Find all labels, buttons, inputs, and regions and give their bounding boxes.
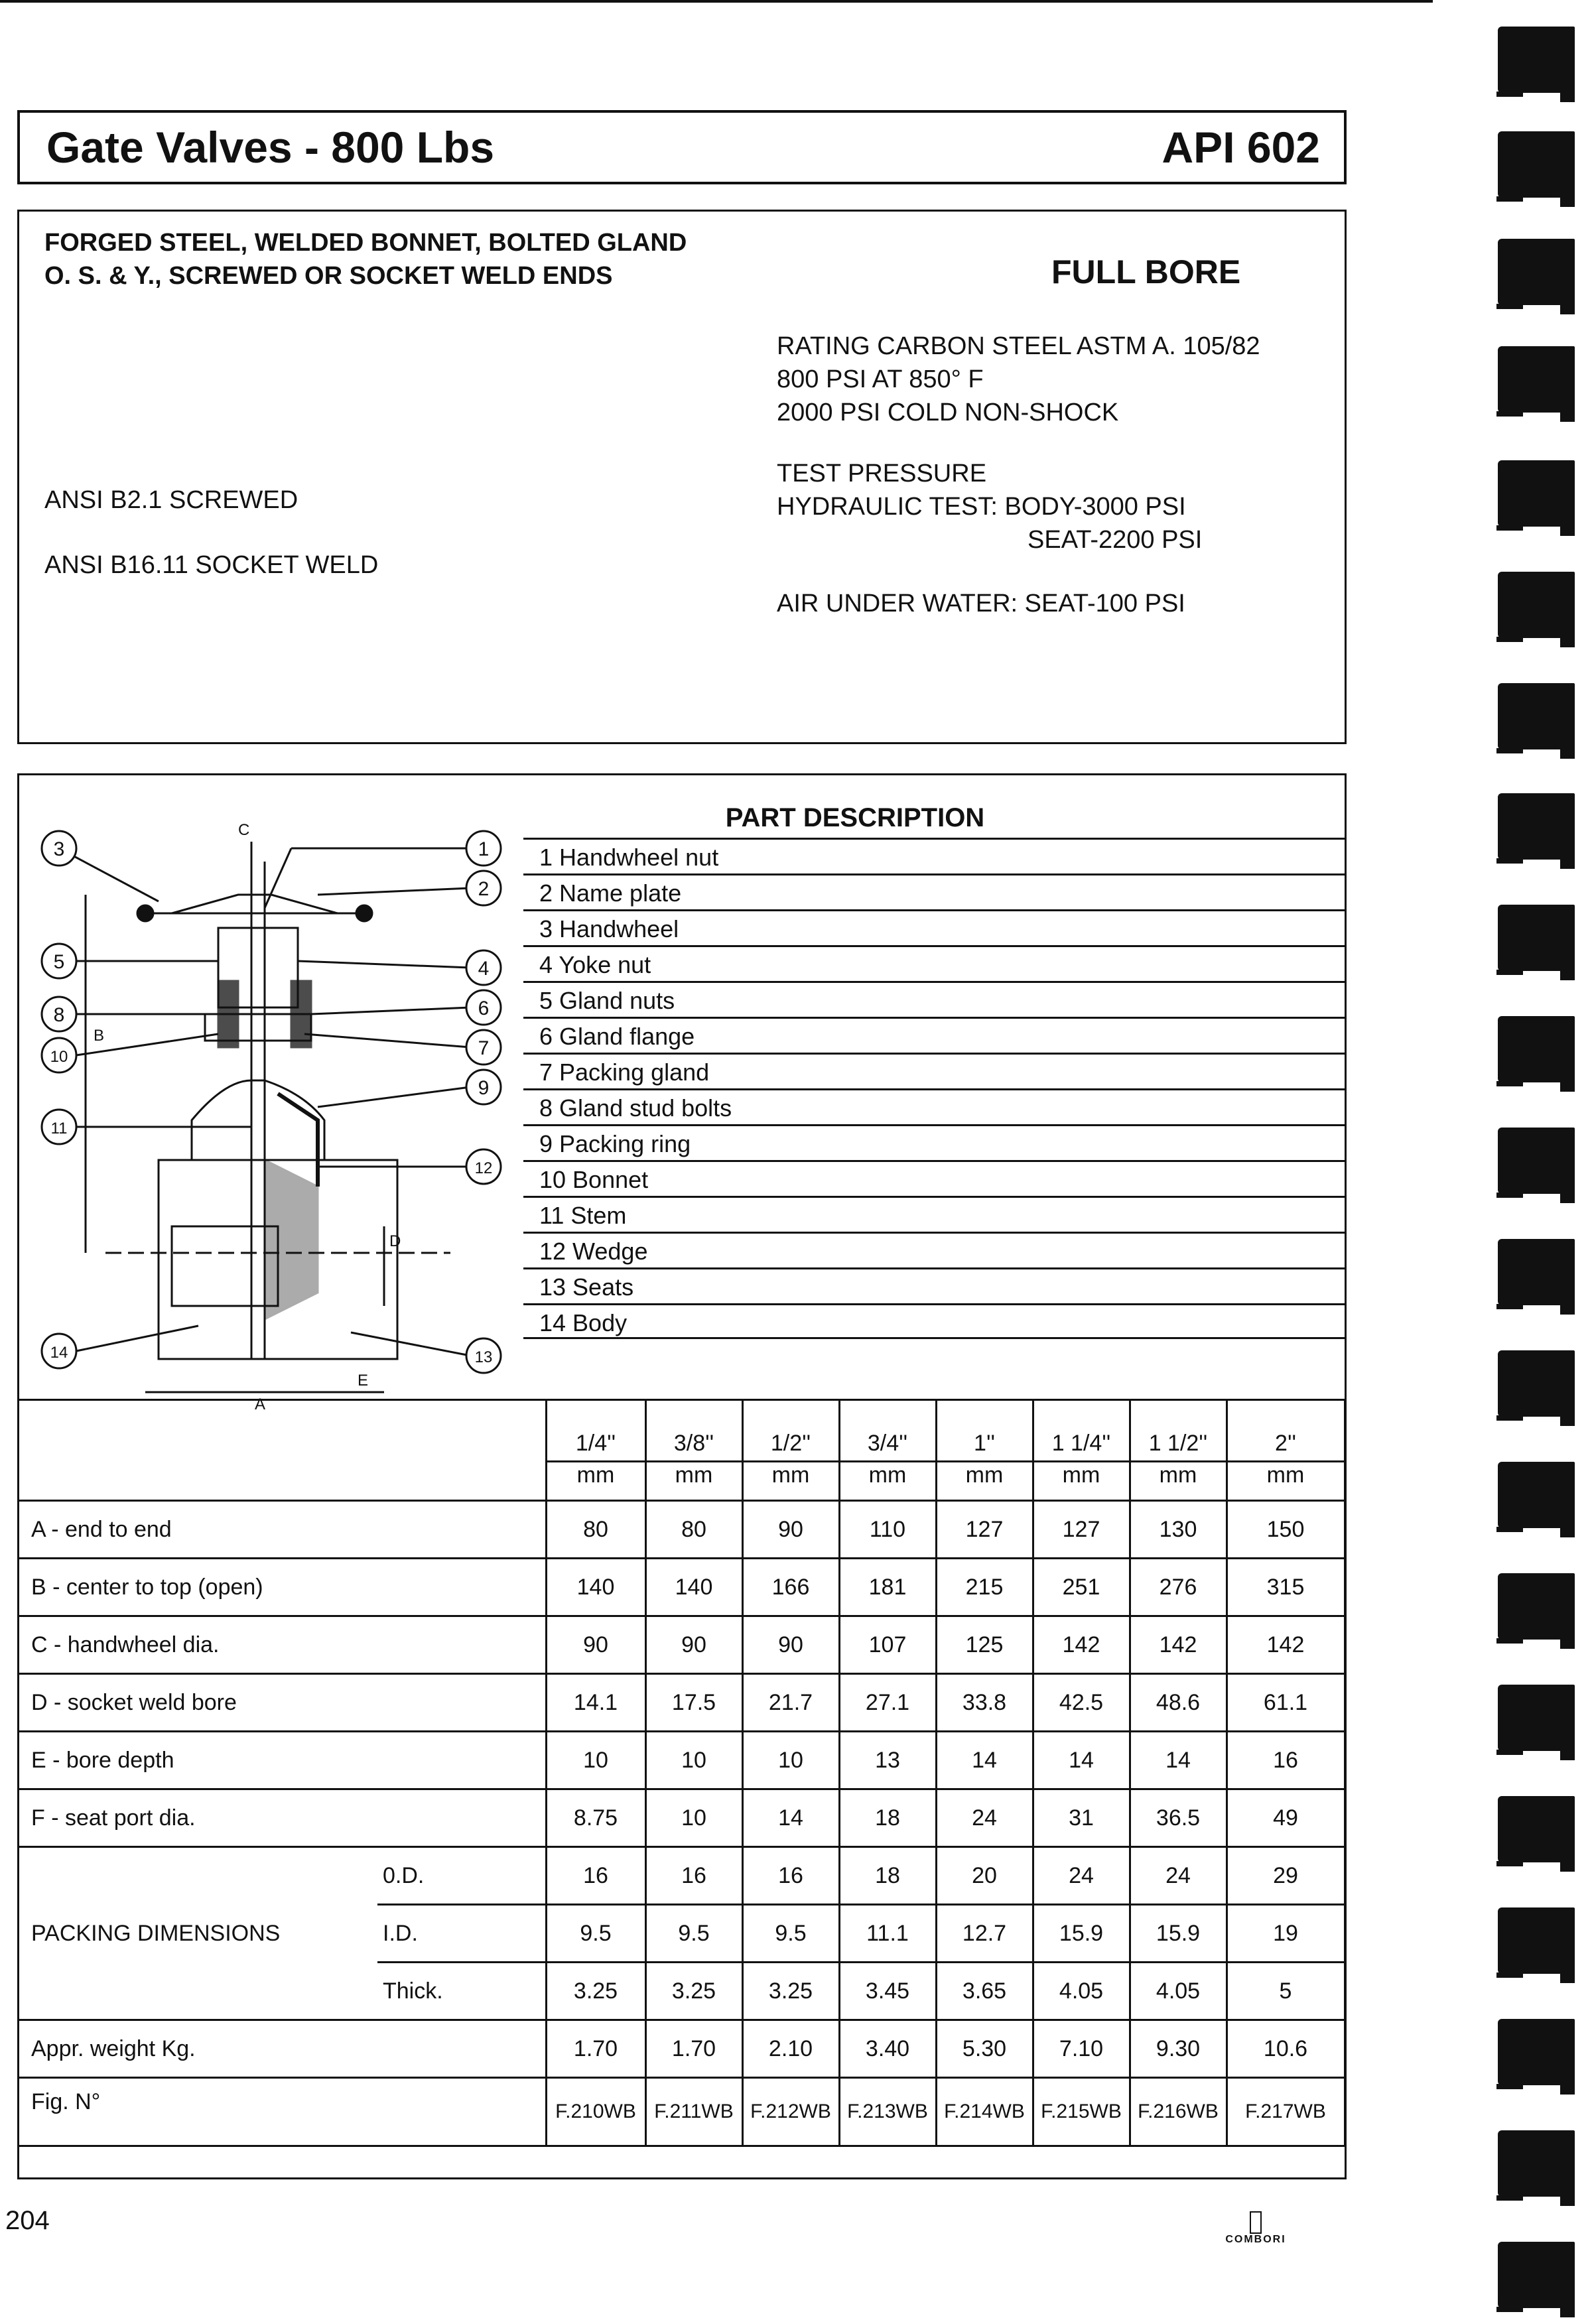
row-label: Thick. — [377, 1963, 546, 2020]
cell: 4.05 — [1130, 1963, 1227, 2020]
cell: 33.8 — [936, 1674, 1033, 1732]
cell: 90 — [742, 1616, 839, 1674]
cell: 16 — [645, 1847, 742, 1905]
test-pressure-title: TEST PRESSURE — [777, 460, 987, 487]
cell: 140 — [645, 1559, 742, 1616]
index-tab[interactable] — [1494, 2019, 1580, 2097]
logo-mark-icon — [1250, 2211, 1262, 2234]
callout-13: 13 — [474, 1348, 493, 1366]
cell: 10 — [645, 1732, 742, 1789]
cell: 142 — [1033, 1616, 1130, 1674]
callout-10: 10 — [50, 1048, 68, 1066]
spec-box — [17, 210, 1347, 744]
cell: 19 — [1227, 1905, 1345, 1963]
part-item: 7 Packing gland — [523, 1053, 1346, 1088]
cell: 24 — [1033, 1847, 1130, 1905]
part-item: 11 Stem — [523, 1196, 1346, 1232]
cell: 16 — [1227, 1732, 1345, 1789]
dimensions-table — [19, 1399, 1346, 2147]
index-tab[interactable] — [1494, 2130, 1580, 2209]
cell: 9.30 — [1130, 2020, 1227, 2078]
dim-letter-b: B — [94, 1027, 105, 1045]
cell: 3.25 — [645, 1963, 742, 2020]
cell: 15.9 — [1130, 1905, 1227, 1963]
callout-12: 12 — [474, 1159, 493, 1177]
cell: 130 — [1130, 1501, 1227, 1559]
cell: 4.05 — [1033, 1963, 1130, 2020]
index-tab[interactable] — [1494, 1907, 1580, 1986]
cell: 1.70 — [546, 2020, 645, 2078]
table-row — [19, 1789, 1345, 1847]
callout-14: 14 — [50, 1344, 68, 1362]
page-title: Gate Valves - 800 Lbs — [46, 123, 495, 172]
cell: 10.6 — [1227, 2020, 1345, 2078]
cell: 107 — [839, 1616, 936, 1674]
row-label: I.D. — [377, 1905, 546, 1963]
table-row — [19, 1616, 1345, 1674]
rating-line-3: 2000 PSI COLD NON-SHOCK — [777, 399, 1119, 426]
cell: 7.10 — [1033, 2020, 1130, 2078]
packing-label: PACKING DIMENSIONS — [19, 1847, 377, 2020]
cell: 3.40 — [839, 2020, 936, 2078]
valve-drawing — [39, 815, 523, 1478]
unit-header: mm — [936, 1462, 1033, 1501]
page-number: 204 — [5, 2206, 50, 2235]
callout-6: 6 — [478, 998, 490, 1019]
unit-header: mm — [645, 1462, 742, 1501]
cell: 142 — [1130, 1616, 1227, 1674]
cell: 13 — [839, 1732, 936, 1789]
cell: 17.5 — [645, 1674, 742, 1732]
cell: 150 — [1227, 1501, 1345, 1559]
cell: F.214WB — [936, 2078, 1033, 2146]
part-item: 14 Body — [523, 1303, 1346, 1339]
row-label: B - center to top (open) — [19, 1559, 546, 1616]
cell: 31 — [1033, 1789, 1130, 1847]
cell: 1.70 — [645, 2020, 742, 2078]
cell: 3.45 — [839, 1963, 936, 2020]
company-logo — [1213, 2211, 1299, 2246]
index-tab[interactable] — [1494, 1350, 1580, 1429]
logo-text: COMBORI — [1225, 2234, 1286, 2245]
description-line-1: FORGED STEEL, WELDED BONNET, BOLTED GLAND — [44, 229, 687, 257]
cell: F.216WB — [1130, 2078, 1227, 2146]
cell: F.217WB — [1227, 2078, 1345, 2146]
row-label: F - seat port dia. — [19, 1789, 546, 1847]
cell: 9.5 — [645, 1905, 742, 1963]
cell: 61.1 — [1227, 1674, 1345, 1732]
hydraulic-seat: SEAT-2200 PSI — [1028, 526, 1203, 554]
callout-1: 1 — [478, 838, 490, 860]
page-header — [17, 110, 1347, 184]
index-tab[interactable] — [1494, 572, 1580, 650]
ansi-socket-weld: ANSI B16.11 SOCKET WELD — [44, 551, 379, 579]
cell: 27.1 — [839, 1674, 936, 1732]
unit-header: mm — [742, 1462, 839, 1501]
cell: 110 — [839, 1501, 936, 1559]
row-label: D - socket weld bore — [19, 1674, 546, 1732]
part-item: 4 Yoke nut — [523, 945, 1346, 981]
cell: 15.9 — [1033, 1905, 1130, 1963]
size-header: 1 1/2'' — [1130, 1400, 1227, 1462]
table-row — [19, 1501, 1345, 1559]
cell: 10 — [645, 1789, 742, 1847]
cell: 315 — [1227, 1559, 1345, 1616]
cell: 20 — [936, 1847, 1033, 1905]
row-label: C - handwheel dia. — [19, 1616, 546, 1674]
index-tab[interactable] — [1494, 1796, 1580, 1874]
cell: 5.30 — [936, 2020, 1033, 2078]
callout-3: 3 — [53, 838, 65, 860]
cell: 36.5 — [1130, 1789, 1227, 1847]
cell: 90 — [645, 1616, 742, 1674]
index-tab[interactable] — [1494, 239, 1580, 317]
cell: 80 — [645, 1501, 742, 1559]
dim-letter-d: D — [389, 1232, 401, 1250]
description-line-2: O. S. & Y., SCREWED OR SOCKET WELD ENDS — [44, 262, 613, 290]
size-header: 1'' — [936, 1400, 1033, 1462]
cell: 9.5 — [546, 1905, 645, 1963]
index-tab[interactable] — [1494, 27, 1580, 105]
part-item: 2 Name plate — [523, 873, 1346, 909]
row-label: 0.D. — [377, 1847, 546, 1905]
size-header: 1 1/4'' — [1033, 1400, 1130, 1462]
cell: 11.1 — [839, 1905, 936, 1963]
callout-7: 7 — [478, 1037, 490, 1059]
callout-11: 11 — [50, 1120, 68, 1137]
ansi-screwed: ANSI B2.1 SCREWED — [44, 486, 298, 514]
part-item: 12 Wedge — [523, 1232, 1346, 1267]
row-label: E - bore depth — [19, 1732, 546, 1789]
cell: 166 — [742, 1559, 839, 1616]
cell: 10 — [546, 1732, 645, 1789]
hydraulic-test: HYDRAULIC TEST: BODY-3000 PSI — [777, 493, 1186, 521]
cell: 140 — [546, 1559, 645, 1616]
cell: 16 — [742, 1847, 839, 1905]
index-tab[interactable] — [1494, 2242, 1580, 2320]
index-tabs — [1494, 0, 1587, 2324]
cell: 5 — [1227, 1963, 1345, 2020]
cell: 18 — [839, 1847, 936, 1905]
index-tab[interactable] — [1494, 1239, 1580, 1317]
top-rule — [0, 0, 1433, 3]
cell: 125 — [936, 1616, 1033, 1674]
cell: F.211WB — [645, 2078, 742, 2146]
cell: 29 — [1227, 1847, 1345, 1905]
callout-8: 8 — [53, 1004, 65, 1026]
cell: 9.5 — [742, 1905, 839, 1963]
index-tab[interactable] — [1494, 460, 1580, 539]
index-tab[interactable] — [1494, 1128, 1580, 1206]
cell: 24 — [1130, 1847, 1227, 1905]
table-row — [19, 1559, 1345, 1616]
size-header: 3/8'' — [645, 1400, 742, 1462]
part-item: 13 Seats — [523, 1267, 1346, 1303]
part-description-title: PART DESCRIPTION — [725, 803, 985, 832]
cell: F.212WB — [742, 2078, 839, 2146]
cell: 8.75 — [546, 1789, 645, 1847]
table-row — [19, 1674, 1345, 1732]
cell: F.213WB — [839, 2078, 936, 2146]
cell: 24 — [936, 1789, 1033, 1847]
standard-label: API 602 — [1161, 123, 1320, 172]
callout-2: 2 — [478, 878, 490, 900]
table-header-sizes — [19, 1400, 1345, 1462]
cell: 10 — [742, 1732, 839, 1789]
cell: 276 — [1130, 1559, 1227, 1616]
cell: 90 — [546, 1616, 645, 1674]
index-tab[interactable] — [1494, 1573, 1580, 1651]
size-header: 2'' — [1227, 1400, 1345, 1462]
cell: 14.1 — [546, 1674, 645, 1732]
unit-header: mm — [1130, 1462, 1227, 1501]
unit-header: mm — [839, 1462, 936, 1501]
unit-header: mm — [1033, 1462, 1130, 1501]
row-label: A - end to end — [19, 1501, 546, 1559]
main-box — [17, 773, 1347, 2179]
table-row — [19, 1732, 1345, 1789]
cell: 3.25 — [546, 1963, 645, 2020]
part-item: 9 Packing ring — [523, 1124, 1346, 1160]
part-item: 10 Bonnet — [523, 1160, 1346, 1196]
rating-line-1: RATING CARBON STEEL ASTM A. 105/82 — [777, 332, 1260, 360]
cell: 142 — [1227, 1616, 1345, 1674]
cell: 2.10 — [742, 2020, 839, 2078]
cell: 14 — [1130, 1732, 1227, 1789]
part-item: 6 Gland flange — [523, 1017, 1346, 1053]
cell: 90 — [742, 1501, 839, 1559]
cell: 16 — [546, 1847, 645, 1905]
size-header: 3/4'' — [839, 1400, 936, 1462]
cell: 21.7 — [742, 1674, 839, 1732]
dim-letter-a: A — [255, 1395, 266, 1413]
table-row — [19, 2020, 1345, 2078]
dim-letter-e: E — [358, 1372, 369, 1389]
cell: 3.65 — [936, 1963, 1033, 2020]
size-header: 1/4'' — [546, 1400, 645, 1462]
callout-4: 4 — [478, 958, 490, 980]
cell: 80 — [546, 1501, 645, 1559]
row-label: Appr. weight Kg. — [19, 2020, 546, 2078]
index-tab[interactable] — [1494, 905, 1580, 983]
table-row — [19, 1847, 1345, 1905]
cell: 42.5 — [1033, 1674, 1130, 1732]
unit-header: mm — [546, 1462, 645, 1501]
callout-9: 9 — [478, 1077, 490, 1099]
row-label: Fig. N° — [19, 2078, 546, 2146]
cell: F.215WB — [1033, 2078, 1130, 2146]
cell: 18 — [839, 1789, 936, 1847]
cell: 48.6 — [1130, 1674, 1227, 1732]
cell: 127 — [1033, 1501, 1130, 1559]
cell: 49 — [1227, 1789, 1345, 1847]
index-tab[interactable] — [1494, 683, 1580, 761]
size-header: 1/2'' — [742, 1400, 839, 1462]
index-tab[interactable] — [1494, 1462, 1580, 1540]
index-tab[interactable] — [1494, 131, 1580, 210]
cell: 215 — [936, 1559, 1033, 1616]
unit-header: mm — [1227, 1462, 1345, 1501]
cell: 127 — [936, 1501, 1033, 1559]
part-item: 3 Handwheel — [523, 909, 1346, 945]
index-tab[interactable] — [1494, 1685, 1580, 1763]
index-tab[interactable] — [1494, 793, 1580, 871]
index-tab[interactable] — [1494, 1016, 1580, 1094]
cell: 251 — [1033, 1559, 1130, 1616]
bore-type: FULL BORE — [1051, 253, 1241, 290]
rating-line-2: 800 PSI AT 850° F — [777, 365, 984, 393]
dim-letter-c: C — [238, 821, 250, 839]
cell: 12.7 — [936, 1905, 1033, 1963]
table-row — [19, 2078, 1345, 2146]
part-item: 1 Handwheel nut — [523, 838, 1346, 873]
table-corner — [19, 1400, 546, 1501]
cell: 3.25 — [742, 1963, 839, 2020]
part-item: 5 Gland nuts — [523, 981, 1346, 1017]
cell: 14 — [742, 1789, 839, 1847]
cell: 14 — [936, 1732, 1033, 1789]
callout-5: 5 — [53, 951, 65, 973]
index-tab[interactable] — [1494, 346, 1580, 424]
cell: 14 — [1033, 1732, 1130, 1789]
air-test: AIR UNDER WATER: SEAT-100 PSI — [777, 590, 1185, 617]
cell: F.210WB — [546, 2078, 645, 2146]
part-description — [523, 798, 1346, 1339]
cell: 181 — [839, 1559, 936, 1616]
part-item: 8 Gland stud bolts — [523, 1088, 1346, 1124]
